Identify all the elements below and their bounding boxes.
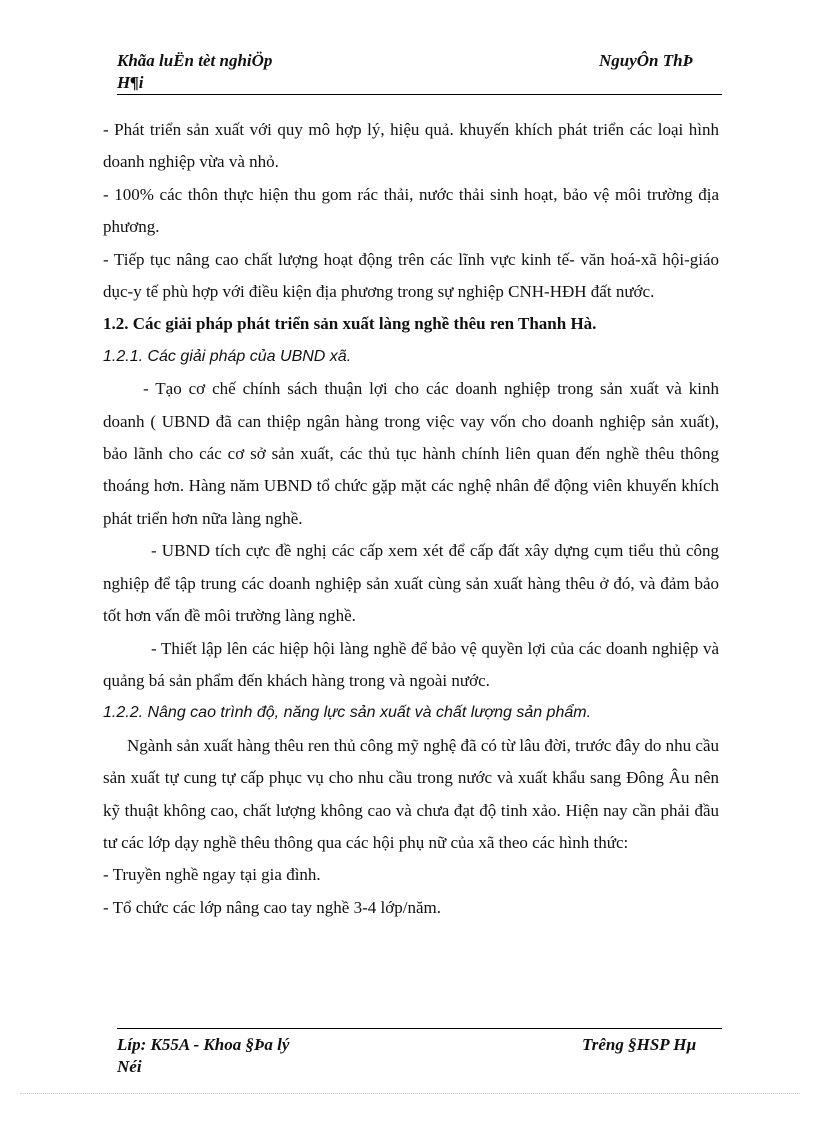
header-right: NguyÔn ThÞ	[599, 51, 693, 70]
footer-right: Trêng §HSP Hµ	[582, 1035, 697, 1054]
subsection-heading: 1.2.1. Các giải pháp của UBND xã.	[103, 347, 352, 365]
header-rule	[117, 94, 722, 95]
paragraph: - 100% các thôn thực hiện thu gom rác thải, nước thải sinh hoạt, bảo vệ môi trường địa phương.	[103, 184, 719, 237]
paragraph: - Tổ chức các lớp nâng cao tay nghề 3-4 lớp/năm.	[103, 897, 441, 917]
paragraph: - UBND tích cực đề nghị các cấp xem xét để cấp đất xây dựng cụm tiểu thủ công nghiệp để tập trung các doanh nghiệp sản xuất cùng sản xuất hàng thêu ở đó, và đảm bảo tốt hơn vấn đề môi trường làng nghề.	[103, 541, 719, 626]
paragraph: Ngành sản xuất hàng thêu ren thủ công mỹ nghệ đã có từ lâu đời, trước đây do nhu cầu sản xuất tự cung tự cấp phục vụ cho nhu cầu trong nước và xuất khẩu sang Đông Âu nên kỹ thuật không cao, chất lượng không cao và chưa đạt độ tinh xảo. Hiện nay cần phải đầu tư các lớp dạy nghề thêu thông qua các hội phụ nữ của xã theo các hình thức:	[103, 735, 719, 852]
paragraph: - Thiết lập lên các hiệp hội làng nghề để bảo vệ quyền lợi của các doanh nghiệp và quảng bá sản phẩm đến khách hàng trong và ngoài nước.	[103, 638, 719, 690]
footer-rule	[117, 1028, 722, 1029]
header-left-line2: H¶i	[117, 73, 144, 92]
header-left	[117, 50, 417, 94]
header-left-line1: Khãa luËn tèt nghiÖp	[117, 51, 273, 70]
paragraph: - Tạo cơ chế chính sách thuận lợi cho các doanh nghiệp trong sản xuất và kinh doanh ( UBND đã can thiệp ngân hàng trong việc vay vốn cho doanh nghiệp sản xuất), bảo lãnh cho các cơ sở sản xuất, các thủ tục hành chính liên quan đến nghề thêu thông thoáng hơn. Hàng năm UBND tổ chức gặp mặt các nghệ nhân để động viên khuyến khích phát triển hơn nữa làng nghề.	[103, 379, 719, 528]
subsection-heading: 1.2.2. Nâng cao trình độ, năng lực sản xuất và chất lượng sản phẩm.	[103, 704, 592, 722]
page-bottom-divider	[20, 1093, 800, 1094]
footer-left	[117, 1034, 417, 1078]
section-heading: 1.2. Các giải pháp phát triển sản xuất làng nghề thêu ren Thanh Hà.	[103, 314, 597, 334]
footer-left-line2: Néi	[117, 1057, 142, 1076]
document-body	[103, 114, 719, 924]
paragraph: - Phát triển sản xuất với quy mô hợp lý, hiệu quả. khuyến khích phát triển các loại hình doanh nghiệp vừa và nhỏ.	[103, 120, 719, 172]
paragraph: - Truyền nghề ngay tại gia đình.	[103, 865, 321, 885]
footer-left-line1: Líp: K55A - Khoa §Þa lý	[117, 1035, 290, 1054]
paragraph: - Tiếp tục nâng cao chất lượng hoạt động trên các lĩnh vực kinh tế- văn hoá-xã hội-giáo dục-y tế phù hợp với điều kiện địa phương trong sự nghiệp CNH-HĐH đất nước.	[103, 249, 719, 302]
